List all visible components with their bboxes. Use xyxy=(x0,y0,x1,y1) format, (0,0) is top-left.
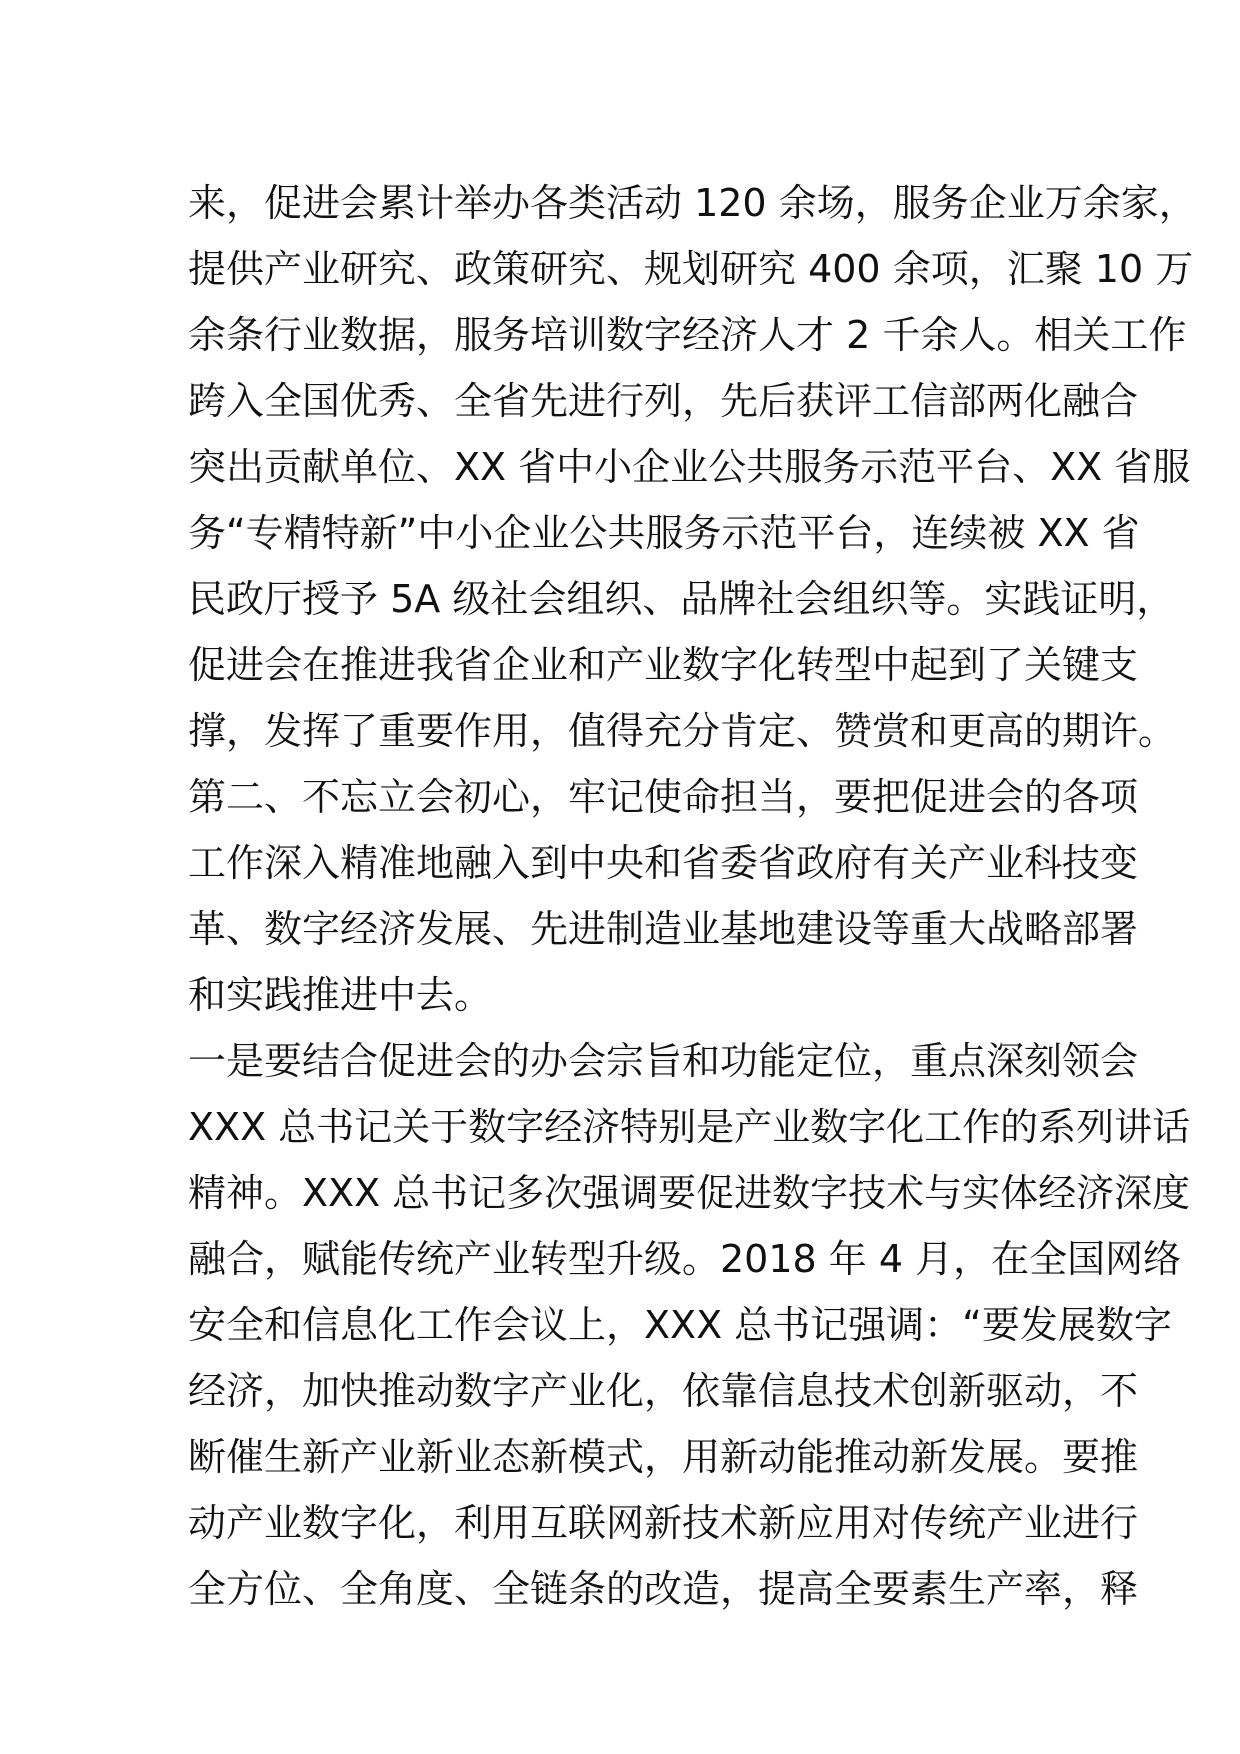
text-line: 融合，赋能传统产业转型升级。2018 年 4 月，在全国网络 xyxy=(188,1237,1182,1281)
text-line: 工作深入精准地融入到中央和省委省政府有关产业科技变 xyxy=(188,841,1139,885)
text-line: 提供产业研究、政策研究、规划研究 400 余项，汇聚 10 万 xyxy=(188,247,1194,291)
text-line: 安全和信息化工作会议上，XXX 总书记强调：“要发展数字 xyxy=(188,1303,1172,1347)
text-line: 来，促进会累计举办各类活动 120 余场，服务企业万余家， xyxy=(188,181,1197,225)
text-line: 断催生新产业新业态新模式，用新动能推动新发展。要推 xyxy=(188,1435,1139,1479)
text-line: 务“专精特新”中小企业公共服务示范平台，连续被 XX 省 xyxy=(188,511,1140,555)
text-line: 第二、不忘立会初心，牢记使命担当，要把促进会的各项 xyxy=(188,775,1139,819)
text-line: 精神。XXX 总书记多次强调要促进数字技术与实体经济深度 xyxy=(188,1171,1191,1215)
text-line: 跨入全国优秀、全省先进行列，先后获评工信部两化融合 xyxy=(188,379,1139,423)
text-line: 和实践推进中去。 xyxy=(188,973,493,1017)
text-line: 促进会在推进我省企业和产业数字化转型中起到了关键支 xyxy=(188,643,1139,687)
text-line: 经济，加快推动数字产业化，依靠信息技术创新驱动，不 xyxy=(188,1369,1139,1413)
text-line: 民政厅授予 5A 级社会组织、品牌社会组织等。实践证明， xyxy=(188,577,1175,621)
body-text xyxy=(188,170,1197,1622)
text-line: 突出贡献单位、XX 省中小企业公共服务示范平台、XX 省服 xyxy=(188,445,1191,489)
text-line: 动产业数字化，利用互联网新技术新应用对传统产业进行 xyxy=(188,1501,1139,1545)
text-line: 革、数字经济发展、先进制造业基地建设等重大战略部署 xyxy=(188,907,1139,951)
text-line: 一是要结合促进会的办会宗旨和功能定位，重点深刻领会 xyxy=(188,1039,1139,1083)
text-line: 余条行业数据，服务培训数字经济人才 2 千余人。相关工作 xyxy=(188,313,1187,357)
text-line: 全方位、全角度、全链条的改造，提高全要素生产率，释 xyxy=(188,1567,1139,1611)
text-line: 撑，发挥了重要作用，值得充分肯定、赞赏和更高的期许。 xyxy=(188,709,1177,753)
text-line: XXX 总书记关于数字经济特别是产业数字化工作的系列讲话 xyxy=(188,1105,1191,1149)
